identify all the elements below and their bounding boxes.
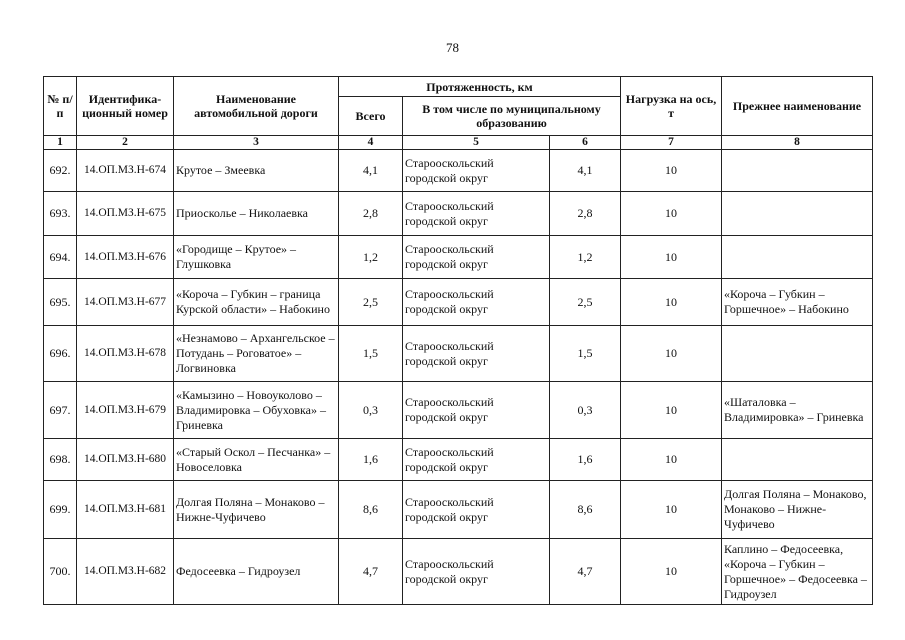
previous-name: «Короча – Губкин – Горшечное» – Набокино (722, 279, 873, 326)
municipality-length: 2,8 (550, 192, 621, 236)
road-id: 14.ОП.МЗ.Н-676 (77, 236, 174, 279)
header-col-load: Нагрузка на ось, т (621, 77, 722, 136)
axle-load: 10 (621, 539, 722, 605)
header-number: 3 (174, 136, 339, 150)
total-length: 2,8 (339, 192, 403, 236)
previous-name (722, 326, 873, 382)
header-col-name: Наименование автомобильной дороги (174, 77, 339, 136)
road-name: Долгая Поляна – Монаково – Нижне-Чуфичево (174, 481, 339, 539)
municipality: Старооскольский городской округ (403, 192, 550, 236)
table-row (44, 481, 873, 539)
municipality-length: 0,3 (550, 382, 621, 439)
municipality: Старооскольский городской округ (403, 539, 550, 605)
row-number: 699. (44, 481, 77, 539)
header-number: 5 (403, 136, 550, 150)
road-id: 14.ОП.МЗ.Н-680 (77, 439, 174, 481)
municipality-length: 1,2 (550, 236, 621, 279)
road-name: Приосколье – Николаевка (174, 192, 339, 236)
row-number: 694. (44, 236, 77, 279)
road-name: Федосеевка – Гидроузел (174, 539, 339, 605)
axle-load: 10 (621, 192, 722, 236)
row-number: 695. (44, 279, 77, 326)
table-row (44, 439, 873, 481)
row-number: 697. (44, 382, 77, 439)
previous-name (722, 236, 873, 279)
municipality-length: 1,6 (550, 439, 621, 481)
table-row (44, 382, 873, 439)
total-length: 0,3 (339, 382, 403, 439)
header-col-length: Протяженность, км (339, 77, 621, 97)
page-number: 78 (446, 40, 459, 55)
table-row (44, 279, 873, 326)
row-number: 698. (44, 439, 77, 481)
axle-load: 10 (621, 382, 722, 439)
municipality: Старооскольский городской округ (403, 279, 550, 326)
roads-table (43, 76, 873, 605)
road-id: 14.ОП.МЗ.Н-677 (77, 279, 174, 326)
municipality-length: 1,5 (550, 326, 621, 382)
municipality-length: 4,1 (550, 150, 621, 192)
axle-load: 10 (621, 236, 722, 279)
total-length: 1,5 (339, 326, 403, 382)
row-number: 700. (44, 539, 77, 605)
municipality: Старооскольский городской округ (403, 326, 550, 382)
table-row (44, 192, 873, 236)
road-id: 14.ОП.МЗ.Н-679 (77, 382, 174, 439)
row-number: 693. (44, 192, 77, 236)
axle-load: 10 (621, 326, 722, 382)
municipality: Старооскольский городской округ (403, 382, 550, 439)
axle-load: 10 (621, 439, 722, 481)
axle-load: 10 (621, 150, 722, 192)
table-row (44, 236, 873, 279)
road-id: 14.ОП.МЗ.Н-682 (77, 539, 174, 605)
header-number: 7 (621, 136, 722, 150)
total-length: 1,2 (339, 236, 403, 279)
row-number: 692. (44, 150, 77, 192)
header-number: 6 (550, 136, 621, 150)
municipality: Старооскольский городской округ (403, 150, 550, 192)
road-name: «Старый Оскол – Песчанка» – Новоселовка (174, 439, 339, 481)
header-col-prev: Прежнее наименование (722, 77, 873, 136)
road-name: «Городище – Крутое» – Глушковка (174, 236, 339, 279)
header-col-including: В том числе по муниципальному образованию (403, 97, 621, 136)
header-number: 2 (77, 136, 174, 150)
municipality: Старооскольский городской округ (403, 236, 550, 279)
total-length: 2,5 (339, 279, 403, 326)
total-length: 8,6 (339, 481, 403, 539)
total-length: 1,6 (339, 439, 403, 481)
total-length: 4,1 (339, 150, 403, 192)
total-length: 4,7 (339, 539, 403, 605)
previous-name: Долгая Поляна – Монаково, Монаково – Нижне-Чуфичево (722, 481, 873, 539)
municipality: Старооскольский городской округ (403, 439, 550, 481)
road-name: Крутое – Змеевка (174, 150, 339, 192)
road-id: 14.ОП.МЗ.Н-674 (77, 150, 174, 192)
axle-load: 10 (621, 279, 722, 326)
road-name: «Незнамово – Архангельское – Потудань – Роговатое» – Логвиновка (174, 326, 339, 382)
header-number: 1 (44, 136, 77, 150)
road-id: 14.ОП.МЗ.Н-681 (77, 481, 174, 539)
row-number: 696. (44, 326, 77, 382)
road-name: «Камызино – Новоуколово – Владимировка – Обуховка» – Гриневка (174, 382, 339, 439)
municipality-length: 4,7 (550, 539, 621, 605)
municipality-length: 8,6 (550, 481, 621, 539)
header-number: 4 (339, 136, 403, 150)
previous-name (722, 439, 873, 481)
header-col-num: № п/п (44, 77, 77, 136)
road-id: 14.ОП.МЗ.Н-678 (77, 326, 174, 382)
axle-load: 10 (621, 481, 722, 539)
table-row (44, 150, 873, 192)
previous-name (722, 150, 873, 192)
table-row (44, 539, 873, 605)
road-name: «Короча – Губкин – граница Курской области» – Набокино (174, 279, 339, 326)
table-row (44, 326, 873, 382)
previous-name: Каплино – Федосеевка, «Короча – Губкин – Горшечное» – Федосеевка – Гидроузел (722, 539, 873, 605)
previous-name (722, 192, 873, 236)
header-col-id: Идентифика-ционный номер (77, 77, 174, 136)
municipality: Старооскольский городской округ (403, 481, 550, 539)
previous-name: «Шаталовка – Владимировка» – Гриневка (722, 382, 873, 439)
municipality-length: 2,5 (550, 279, 621, 326)
header-col-total: Всего (339, 97, 403, 136)
header-number: 8 (722, 136, 873, 150)
road-id: 14.ОП.МЗ.Н-675 (77, 192, 174, 236)
